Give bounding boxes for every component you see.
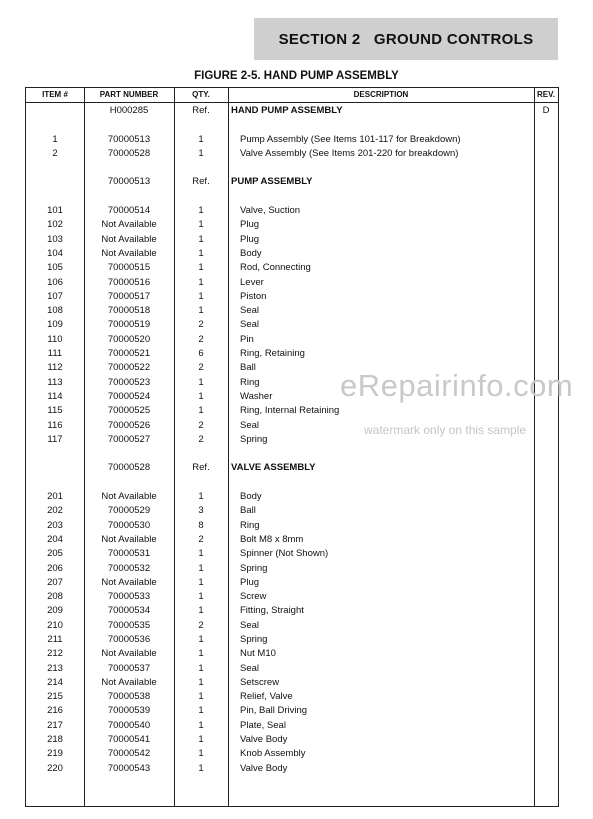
description: Spinner (Not Shown) [240,548,329,560]
table-row [26,290,558,304]
table-row [26,175,558,189]
table-row [26,547,558,561]
quantity: 1 [198,676,204,688]
header-description: DESCRIPTION [353,90,409,99]
item-number: 109 [47,319,63,331]
description: Pin, Ball Driving [240,705,308,717]
part-number: H000285 [109,105,149,116]
table-row [26,633,558,647]
description: Valve Body [240,734,288,746]
item-number: 214 [47,676,63,688]
description: Screw [240,591,267,603]
quantity: 8 [198,519,204,531]
watermark-site: eRepairinfo.com [340,368,574,403]
table-row [26,719,558,733]
description: Body [240,247,262,259]
table-row [26,147,558,161]
figure-title: FIGURE 2-5. HAND PUMP ASSEMBLY [194,70,399,82]
item-number: 107 [47,290,63,302]
item-number: 213 [47,662,63,674]
table-row [26,161,558,175]
section-title: SECTION 2 GROUND CONTROLS [278,30,534,48]
header-rev: REV. [537,90,555,99]
part-number: 70000530 [107,519,151,531]
part-number: Not Available [101,676,157,688]
item-number: 103 [47,233,63,245]
part-number: 70000516 [107,276,151,288]
item-number: 216 [47,705,63,717]
description: Ball [240,505,256,517]
parts-rows [26,104,558,776]
quantity: 1 [198,247,204,259]
quantity: 1 [198,705,204,717]
table-row [26,447,558,461]
quantity: 1 [198,205,204,217]
item-number: 201 [47,491,63,503]
table-row [26,647,558,661]
item-number: 219 [47,748,63,760]
part-number: 70000534 [107,605,151,617]
table-row [26,619,558,633]
quantity: 1 [198,691,204,703]
part-number: 70000543 [107,762,151,774]
table-row [26,519,558,533]
quantity: 2 [198,362,204,374]
description: Seal [240,619,260,631]
table-row [26,276,558,290]
item-number: 206 [47,562,63,574]
part-number: 70000513 [107,133,151,145]
part-number: 70000521 [107,348,151,360]
description: PUMP ASSEMBLY [231,176,313,188]
quantity: 1 [198,390,204,402]
quantity: 1 [198,233,204,245]
parts-table [25,87,559,807]
description: Plug [240,219,260,231]
table-row [26,662,558,676]
table-row [26,533,558,547]
quantity: 1 [198,147,204,159]
description: Seal [240,305,260,317]
revision: D [542,105,550,116]
part-number: 70000538 [107,691,151,703]
table-row [26,118,558,132]
part-number: 70000523 [107,376,151,388]
description: Pin [240,333,254,345]
description: Pump Assembly (See Items 101-117 for Breakdown) [240,133,461,145]
table-row [26,190,558,204]
quantity: 1 [198,576,204,588]
description: Relief, Valve [240,691,293,703]
description: Spring [240,433,268,445]
part-number: Not Available [101,648,157,660]
header-qty: QTY. [192,90,210,99]
part-number: 70000525 [107,405,151,417]
description: Plate, Seal [240,719,286,731]
header-part-number: PART NUMBER [99,90,159,99]
table-row [26,133,558,147]
part-number: 70000514 [107,205,151,217]
table-row [26,318,558,332]
item-number: 113 [47,376,63,388]
part-number: 70000524 [107,390,151,402]
quantity: 1 [198,276,204,288]
table-row [26,576,558,590]
part-number: Not Available [101,219,157,231]
quantity: 2 [198,319,204,331]
part-number: 70000536 [107,633,151,645]
part-number: 70000526 [107,419,151,431]
quantity: Ref. [192,462,210,474]
description: Nut M10 [240,648,276,660]
item-number: 105 [47,262,63,274]
item-number: 112 [47,362,63,374]
part-number: 70000528 [107,147,151,159]
description: Body [240,491,262,503]
item-number: 110 [47,333,63,345]
part-number: Not Available [101,533,157,545]
quantity: 1 [198,491,204,503]
item-number: 204 [47,533,63,545]
part-number: 70000513 [107,176,151,188]
table-row [26,733,558,747]
item-number: 209 [47,605,63,617]
item-number: 114 [47,390,63,402]
item-number: 211 [47,633,63,645]
table-row [26,404,558,418]
description: Rod, Connecting [240,262,311,274]
item-number: 207 [47,576,63,588]
table-row [26,676,558,690]
quantity: 1 [198,562,204,574]
description: Knob Assembly [240,748,306,760]
description: Seal [240,662,260,674]
description: Fitting, Straight [240,605,304,617]
item-number: 111 [47,348,63,360]
part-number: 70000540 [107,719,151,731]
part-number: 70000529 [107,505,151,517]
quantity: 2 [198,419,204,431]
description: Valve Body [240,762,288,774]
item-number: 106 [47,276,63,288]
quantity: 1 [198,633,204,645]
item-number: 203 [47,519,63,531]
table-row [26,762,558,776]
quantity: 1 [198,605,204,617]
part-number: Not Available [101,233,157,245]
part-number: 70000517 [107,290,151,302]
quantity: 1 [198,290,204,302]
item-number: 208 [47,591,63,603]
header-item: ITEM # [42,90,68,99]
part-number: 70000528 [107,462,151,474]
part-number: 70000542 [107,748,151,760]
table-row [26,604,558,618]
description: Plug [240,233,260,245]
item-number: 218 [47,734,63,746]
quantity: 1 [198,548,204,560]
description: Ring [240,376,260,388]
quantity: 2 [198,333,204,345]
item-number: 102 [47,219,63,231]
table-row [26,333,558,347]
part-number: 70000515 [107,262,151,274]
description: Washer [240,390,273,402]
description: Plug [240,576,260,588]
description: Valve Assembly (See Items 201-220 for breakdown) [240,147,459,159]
quantity: 1 [198,133,204,145]
item-number: 108 [47,305,63,317]
item-number: 212 [47,648,63,660]
table-row [26,218,558,232]
description: Spring [240,633,268,645]
table-row [26,261,558,275]
quantity: 1 [198,719,204,731]
description: Bolt M8 x 8mm [240,533,304,545]
item-number: 210 [47,619,63,631]
part-number: 70000527 [107,433,151,445]
quantity: 2 [198,619,204,631]
quantity: 1 [198,762,204,774]
description: Setscrew [240,676,280,688]
table-row [26,562,558,576]
watermark-note: watermark only on this sample [364,423,527,437]
item-number: 117 [47,433,63,445]
table-row [26,747,558,761]
description: Ring [240,519,260,531]
table-row [26,504,558,518]
section-header [254,18,558,60]
quantity: 1 [198,748,204,760]
description: Ball [240,362,256,374]
description: Piston [240,290,267,302]
table-row [26,104,558,118]
quantity: 1 [198,662,204,674]
table-row [26,347,558,361]
part-number: 70000532 [107,562,151,574]
part-number: 70000522 [107,362,151,374]
item-number: 1 [52,133,58,145]
table-row [26,704,558,718]
table-row [26,461,558,475]
part-number: 70000539 [107,705,151,717]
description: Seal [240,319,260,331]
header-divider [26,102,558,103]
part-number: Not Available [101,576,157,588]
item-number: 101 [47,205,63,217]
item-number: 2 [52,147,58,159]
item-number: 116 [47,419,63,431]
table-row [26,590,558,604]
description: Ring, Internal Retaining [240,405,340,417]
quantity: 1 [198,262,204,274]
description: VALVE ASSEMBLY [231,462,316,474]
part-number: 70000519 [107,319,151,331]
quantity: 1 [198,219,204,231]
quantity: 1 [198,376,204,388]
table-row [26,204,558,218]
quantity: 2 [198,433,204,445]
table-row [26,476,558,490]
item-number: 202 [47,505,63,517]
item-number: 217 [47,719,63,731]
part-number: 70000541 [107,734,151,746]
part-number: 70000531 [107,548,151,560]
quantity: 1 [198,305,204,317]
part-number: 70000537 [107,662,151,674]
item-number: 215 [47,691,63,703]
quantity: Ref. [192,105,210,116]
table-row [26,690,558,704]
quantity: Ref. [192,176,210,188]
part-number: 70000535 [107,619,151,631]
quantity: 1 [198,734,204,746]
part-number: 70000520 [107,333,151,345]
quantity: 1 [198,648,204,660]
item-number: 115 [47,405,63,417]
description: Lever [240,276,264,288]
description: Ring, Retaining [240,348,305,360]
part-number: Not Available [101,491,157,503]
table-row [26,233,558,247]
table-row [26,490,558,504]
quantity: 3 [198,505,204,517]
part-number: 70000518 [107,305,151,317]
quantity: 6 [198,348,204,360]
table-row [26,304,558,318]
description: Seal [240,419,260,431]
quantity: 1 [198,591,204,603]
part-number: 70000533 [107,591,151,603]
quantity: 2 [198,533,204,545]
description: Spring [240,562,268,574]
quantity: 1 [198,405,204,417]
part-number: Not Available [101,247,157,259]
description: Valve, Suction [240,205,301,217]
item-number: 205 [47,548,63,560]
item-number: 104 [47,247,63,259]
item-number: 220 [47,762,63,774]
description: HAND PUMP ASSEMBLY [231,105,343,116]
table-row [26,247,558,261]
